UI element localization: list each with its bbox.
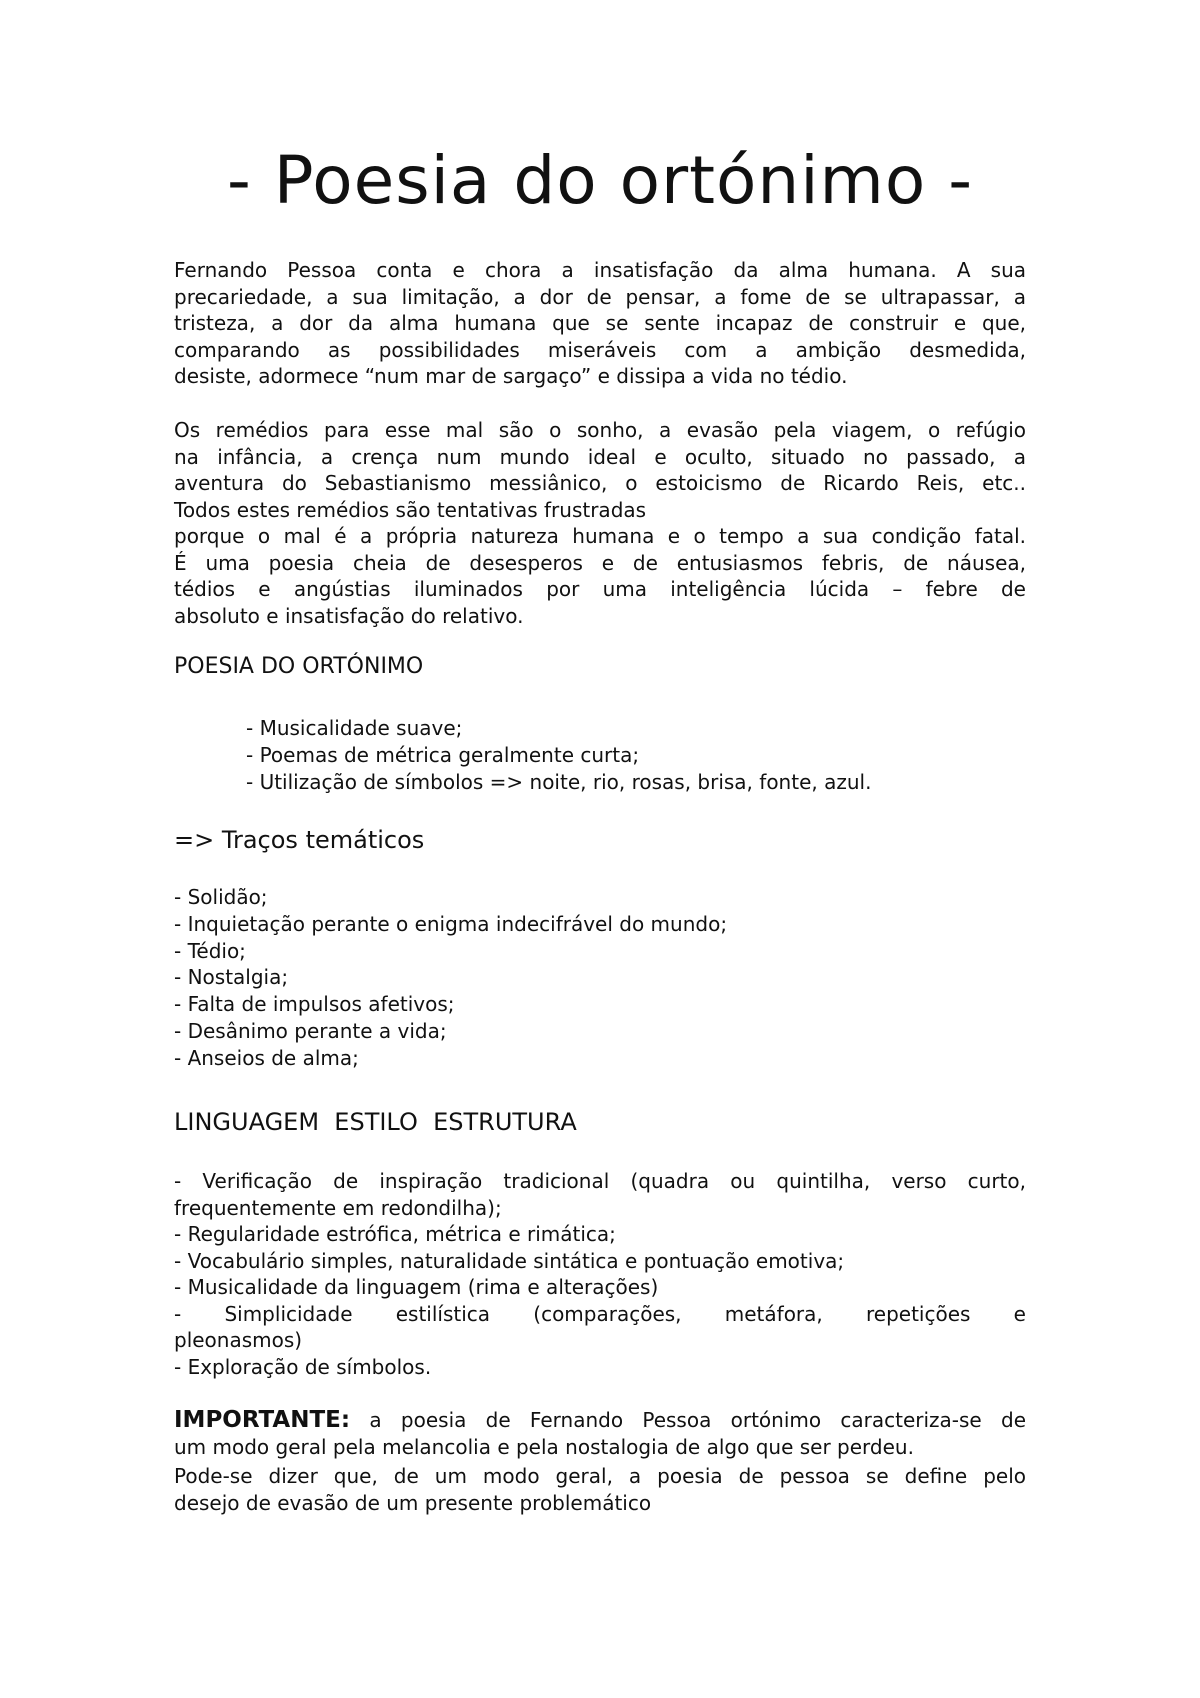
- text-line: tédios e angústias iluminados por uma inteligência lúcida – febre de: [174, 577, 1026, 601]
- intro-paragraph-1: [174, 257, 1026, 390]
- text-line: um modo geral pela melancolia e pela nostalogia de algo que ser perdeu.: [174, 1434, 914, 1459]
- list-item: - Anseios de alma;: [174, 1045, 359, 1070]
- list-item: - Desânimo perante a vida;: [174, 1018, 447, 1043]
- text-line: frequentemente em redondilha);: [174, 1195, 502, 1220]
- text-line: precariedade, a sua limitação, a dor de pensar, a fome de se ultrapassar, a: [174, 284, 1026, 309]
- text-line: - Verificação de inspiração tradicional (quadra ou quintilha, verso curto,: [174, 1169, 1026, 1193]
- text-line: - Vocabulário simples, naturalidade sintática e pontuação emotiva;: [174, 1248, 845, 1273]
- list-item: - Poemas de métrica geralmente curta;: [246, 742, 640, 767]
- text-line: [174, 1407, 1026, 1434]
- text-line: É uma poesia cheia de desesperos e de entusiasmos febris, de náusea,: [174, 550, 1026, 575]
- text-line: Fernando Pessoa conta e chora a insatisfação da alma humana. A sua: [174, 258, 1026, 282]
- list-item: - Tédio;: [174, 938, 246, 963]
- text-line: absoluto e insatisfação do relativo.: [174, 603, 524, 628]
- section-heading-poesia: POESIA DO ORTÓNIMO: [174, 654, 424, 679]
- list-item: - Solidão;: [174, 885, 268, 909]
- text-line: - Regularidade estrófica, métrica e rimática;: [174, 1222, 616, 1246]
- text-line: Os remédios para esse mal são o sonho, a evasão pela viagem, o refúgio: [174, 418, 1026, 442]
- list-item: - Falta de impulsos afetivos;: [174, 992, 455, 1017]
- page-title: - Poesia do ortónimo -: [226, 142, 974, 219]
- linguagem-block: [174, 1168, 1026, 1380]
- text-line: - Exploração de símbolos.: [174, 1354, 432, 1379]
- text-line: porque o mal é a própria natureza humana e o tempo a sua condição fatal.: [174, 524, 1026, 548]
- text-line: desiste, adormece “num mar de sargaço” e dissipa a vida no tédio.: [174, 364, 848, 388]
- text-line: pleonasmos): [174, 1328, 303, 1352]
- text-line: aventura do Sebastianismo messiânico, o estoicismo de Ricardo Reis, etc..: [174, 471, 1026, 495]
- text-line: comparando as possibilidades miseráveis com a ambição desmedida,: [174, 337, 1026, 362]
- text-line: Todos estes remédios são tentativas frustradas: [174, 497, 647, 522]
- section-heading-tracos: => Traços temáticos: [174, 826, 425, 854]
- poesia-list: [246, 715, 871, 795]
- text-line: - Musicalidade da linguagem (rima e alterações): [174, 1275, 659, 1299]
- list-item: - Inquietação perante o enigma indecifrável do mundo;: [174, 911, 728, 936]
- tracos-list: [174, 884, 727, 1072]
- text-line: - Simplicidade estilística (comparações, metáfora, repetições e: [174, 1301, 1026, 1326]
- text-line: desejo de evasão de um presente problemático: [174, 1490, 652, 1515]
- text-line: Pode-se dizer que, de um modo geral, a poesia de pessoa se define pelo: [174, 1464, 1026, 1488]
- importante-text: a poesia de Fernando Pessoa ortónimo caracteriza-se de: [350, 1408, 1026, 1432]
- list-item: - Utilização de símbolos => noite, rio, rosas, brisa, fonte, azul.: [246, 769, 872, 794]
- text-line: tristeza, a dor da alma humana que se sente incapaz de construir e que,: [174, 311, 1026, 335]
- importante-block: [174, 1407, 1026, 1516]
- section-heading-linguagem: LINGUAGEM ESTILO ESTRUTURA: [174, 1108, 577, 1136]
- list-item: - Nostalgia;: [174, 965, 289, 990]
- list-item: - Musicalidade suave;: [246, 716, 463, 740]
- text-line: na infância, a crença num mundo ideal e oculto, situado no passado, a: [174, 444, 1026, 469]
- importante-label: IMPORTANTE:: [174, 1407, 351, 1433]
- intro-paragraph-2: [174, 417, 1026, 629]
